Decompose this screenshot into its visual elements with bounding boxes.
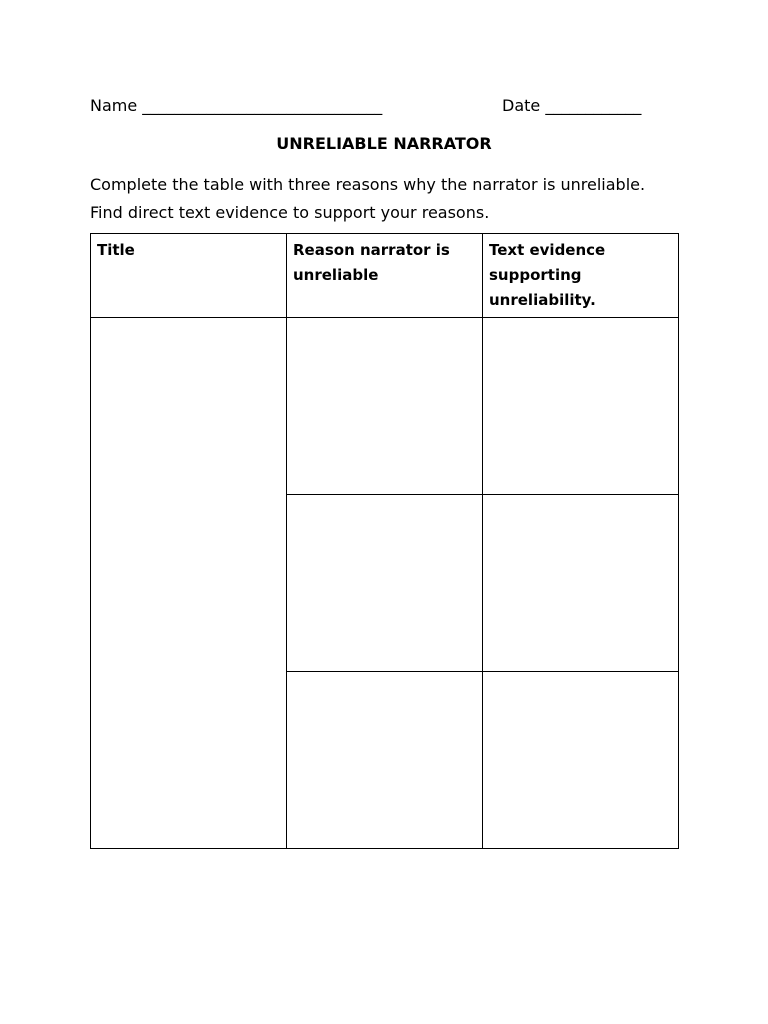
column-header-evidence: Text evidence supporting unreliability. [483, 234, 679, 318]
instructions [90, 171, 645, 227]
column-header-title: Title [91, 234, 287, 318]
evidence-cell-3[interactable] [483, 672, 679, 849]
reason-cell-3[interactable] [287, 672, 483, 849]
reason-cell-1[interactable] [287, 318, 483, 495]
evidence-cell-1[interactable] [483, 318, 679, 495]
worksheet-table [90, 233, 679, 849]
name-field-label: Name ______________________________ [90, 96, 383, 115]
reason-cell-2[interactable] [287, 495, 483, 672]
page-title: UNRELIABLE NARRATOR [276, 134, 492, 153]
table-row [91, 318, 679, 495]
instruction-line-1: Complete the table with three reasons why the narrator is unreliable. [90, 175, 646, 194]
table-header-row [91, 234, 679, 318]
evidence-cell-2[interactable] [483, 495, 679, 672]
instruction-line-2: Find direct text evidence to support your reasons. [90, 203, 490, 222]
date-field-label: Date ____________ [502, 96, 642, 115]
title-cell[interactable] [91, 318, 287, 849]
column-header-reason: Reason narrator is unreliable [287, 234, 483, 318]
